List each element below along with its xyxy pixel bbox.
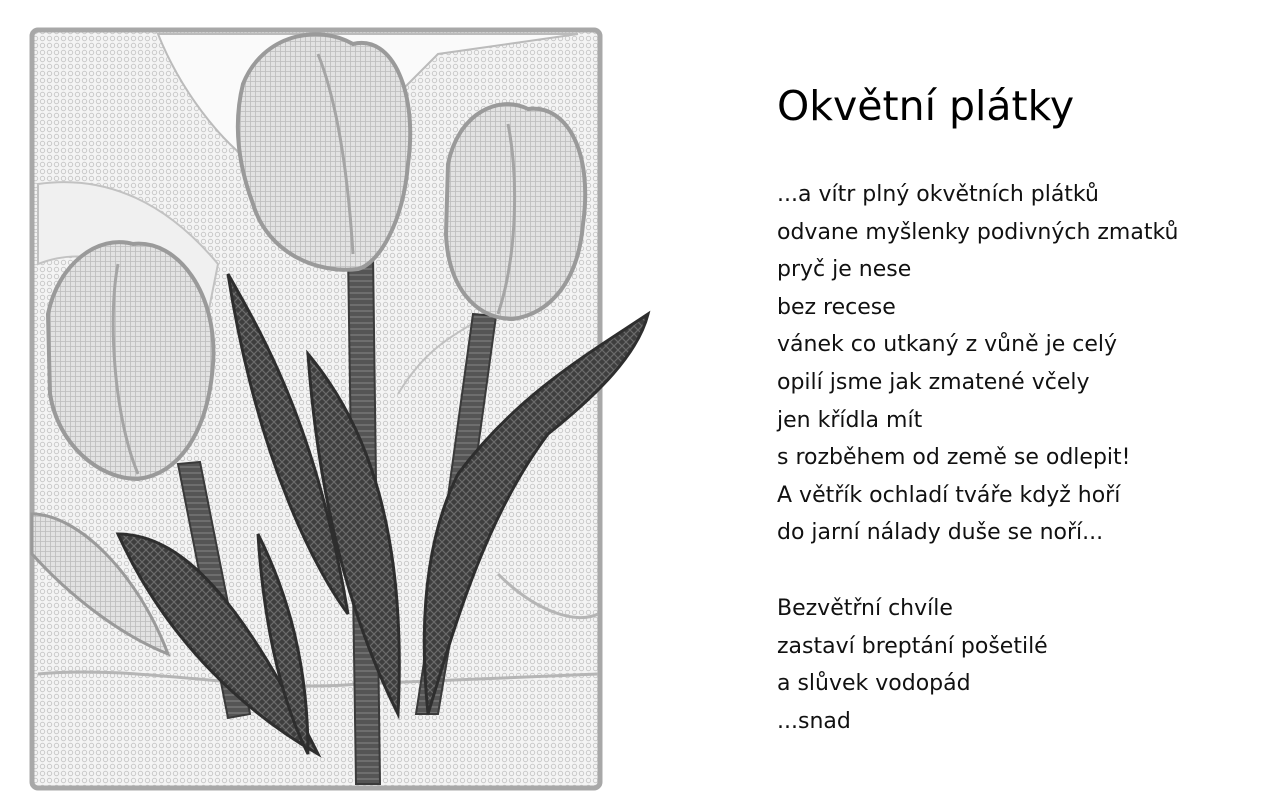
poem-line: do jarní nálady duše se noří...	[777, 520, 1104, 546]
poem-line: bez recese	[777, 294, 896, 320]
poem-line: zastaví breptání pošetilé	[777, 633, 1048, 659]
poem-line: Bezvětřní chvíle	[777, 595, 953, 621]
poem	[777, 176, 1257, 778]
poem-line: ...snad	[777, 708, 851, 734]
poem-line: A větřík ochladí tváře když hoří	[777, 482, 1121, 508]
poem-line: s rozběhem od země se odlepit!	[777, 445, 1131, 471]
poem-stanza-2	[777, 590, 1257, 740]
poem-line: ...a vítr plný okvětních plátků	[777, 182, 1099, 207]
lace-tulips-illustration	[18, 14, 658, 800]
poem-stanza-1	[777, 176, 1257, 552]
poem-line: vánek co utkaný z vůně je celý	[777, 332, 1118, 358]
page-title: Okvětní plátky	[777, 82, 1075, 130]
poem-line: odvane myšlenky podivných zmatků	[777, 219, 1179, 245]
poem-line: jen křídla mít	[777, 407, 923, 433]
poem-line: pryč je nese	[777, 257, 912, 283]
poem-line: a slůvek vodopád	[777, 671, 971, 697]
poem-line: opilí jsme jak zmatené včely	[777, 369, 1090, 395]
